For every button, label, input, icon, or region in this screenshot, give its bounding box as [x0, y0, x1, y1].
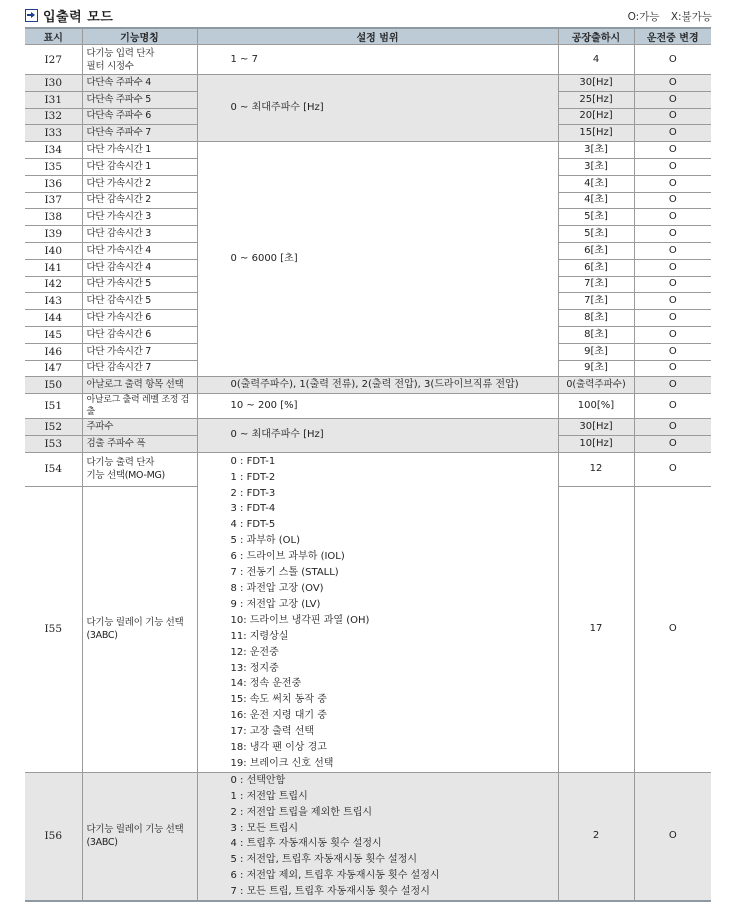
param-name: 다단 가속시간 3: [82, 209, 197, 226]
option-item: 5 : 저전압, 트립후 자동재시동 횟수 설정시: [230, 854, 418, 866]
option-item: 4 : FDT-5: [230, 519, 276, 531]
param-name-line1: 다기능 릴레이 기능 선택: [86, 617, 184, 629]
param-range-options: [197, 452, 558, 772]
option-item: 2 : FDT-3: [230, 487, 276, 499]
param-code: I30: [25, 75, 82, 92]
param-change: O: [634, 259, 711, 276]
param-range: 10 ~ 200 [%]: [197, 394, 558, 419]
param-change: O: [634, 419, 711, 436]
option-item: 15: 속도 써치 동작 중: [230, 694, 327, 706]
param-name: 검출 주파수 폭: [82, 435, 197, 452]
param-name: 다단 가속시간 5: [82, 276, 197, 293]
param-change: O: [634, 108, 711, 125]
param-code: I44: [25, 310, 82, 327]
table-header-row: [25, 28, 711, 45]
param-range: 0 ~ 최대주파수 [Hz]: [197, 419, 558, 453]
param-name: 다단 감속시간 4: [82, 259, 197, 276]
param-change: O: [634, 377, 711, 394]
table-row: [25, 377, 711, 394]
table-row: [25, 45, 711, 75]
param-name-line2: (3ABC): [86, 630, 118, 642]
option-item: 19: 브레이크 신호 선택: [230, 757, 334, 769]
param-code: I54: [25, 452, 82, 486]
table-row: [25, 394, 711, 419]
param-code: I42: [25, 276, 82, 293]
param-name: 다단속 주파수 5: [82, 91, 197, 108]
param-change: O: [634, 276, 711, 293]
param-change: O: [634, 394, 711, 419]
param-name: [82, 772, 197, 901]
param-change: O: [634, 310, 711, 327]
param-default: 8[초]: [558, 310, 634, 327]
param-name: 다단 가속시간 1: [82, 142, 197, 159]
param-change: O: [634, 192, 711, 209]
param-change: O: [634, 452, 711, 486]
param-change: O: [634, 75, 711, 92]
param-name-line2: 필터 시정수: [86, 60, 134, 72]
param-change: O: [634, 242, 711, 259]
header-function-name: 기능명칭: [82, 28, 197, 45]
param-name-line2: 기능 선택(MO-MG): [86, 470, 165, 482]
param-name: 주파수: [82, 419, 197, 436]
param-name-line1: 다기능 릴레이 기능 선택: [86, 824, 184, 836]
param-default: 5[초]: [558, 226, 634, 243]
param-code: I34: [25, 142, 82, 159]
option-item: 14: 정속 운전중: [230, 678, 302, 690]
param-name: [82, 452, 197, 486]
param-name: 다단속 주파수 4: [82, 75, 197, 92]
param-code: I38: [25, 209, 82, 226]
option-item: 4 : 트립후 자동재시동 횟수 설정시: [230, 838, 382, 850]
param-code: I46: [25, 343, 82, 360]
param-name: 다단속 주파수 7: [82, 125, 197, 142]
option-item: 3 : 모든 트립시: [230, 822, 299, 834]
section-title-text: 입출력 모드: [43, 9, 114, 25]
param-change: O: [634, 226, 711, 243]
param-default: 17: [558, 486, 634, 772]
param-change: O: [634, 91, 711, 108]
param-name: 아날로그 출력 레벨 조정 검출: [82, 394, 197, 419]
param-code: I50: [25, 377, 82, 394]
param-name: 아날로그 출력 항목 선택: [82, 377, 197, 394]
option-item: 6 : 드라이브 과부하 (IOL): [230, 551, 345, 563]
header-setting-range: 설정 범위: [197, 28, 558, 45]
option-item: 0 : FDT-1: [230, 455, 276, 467]
param-code: I43: [25, 293, 82, 310]
header-display: 표시: [25, 28, 82, 45]
param-default: 20[Hz]: [558, 108, 634, 125]
option-item: 1 : 저전압 트립시: [230, 790, 308, 802]
param-default: 8[초]: [558, 326, 634, 343]
param-name: [82, 486, 197, 772]
param-default: 10[Hz]: [558, 435, 634, 452]
param-default: 6[초]: [558, 259, 634, 276]
option-item: 2 : 저전압 트립을 제외한 트립시: [230, 806, 373, 818]
param-code: I36: [25, 175, 82, 192]
option-item: 9 : 저전압 고장 (LV): [230, 598, 321, 610]
param-default: 4[초]: [558, 192, 634, 209]
param-range: 1 ~ 7: [197, 45, 558, 75]
param-change: O: [634, 209, 711, 226]
option-item: 3 : FDT-4: [230, 503, 276, 515]
table-row: [25, 772, 711, 901]
legend-impossible: X:불가능: [670, 11, 712, 23]
param-default: 30[Hz]: [558, 419, 634, 436]
param-name: 다단 감속시간 2: [82, 192, 197, 209]
arrow-into-box-icon: [25, 9, 38, 22]
param-code: I51: [25, 394, 82, 419]
param-change: O: [634, 158, 711, 175]
param-default: 100[%]: [558, 394, 634, 419]
param-change: O: [634, 175, 711, 192]
param-code: I47: [25, 360, 82, 377]
param-code: I31: [25, 91, 82, 108]
option-item: 8 : 과전압 고장 (OV): [230, 582, 324, 594]
param-change: O: [634, 293, 711, 310]
param-change: O: [634, 772, 711, 901]
param-code: I27: [25, 45, 82, 75]
param-code: I39: [25, 226, 82, 243]
param-name: 다단 감속시간 1: [82, 158, 197, 175]
option-item: 17: 고장 출력 선택: [230, 726, 315, 738]
param-default: 3[초]: [558, 158, 634, 175]
param-range: 0 ~ 6000 [초]: [197, 142, 558, 377]
section-title: [25, 6, 113, 24]
option-item: 12: 운전중: [230, 646, 279, 658]
param-change: O: [634, 45, 711, 75]
param-name: 다단 감속시간 7: [82, 360, 197, 377]
param-change: O: [634, 125, 711, 142]
io-mode-parameter-table: [25, 27, 711, 902]
table-row: [25, 142, 711, 159]
option-item: 1 : FDT-2: [230, 471, 276, 483]
param-name-line2: (3ABC): [86, 837, 118, 849]
param-change: O: [634, 343, 711, 360]
param-default: 5[초]: [558, 209, 634, 226]
param-code: I32: [25, 108, 82, 125]
option-item: 7 : 전동기 스톨 (STALL): [230, 567, 339, 579]
param-code: I35: [25, 158, 82, 175]
option-item: 7 : 모든 트립, 트립후 자동재시동 횟수 설정시: [230, 886, 430, 898]
param-name: 다단 가속시간 7: [82, 343, 197, 360]
param-default: 25[Hz]: [558, 91, 634, 108]
header-change-during-run: 운전중 변경: [634, 28, 711, 45]
table-row: [25, 75, 711, 92]
param-name-line1: 다기능 입력 단자: [86, 47, 155, 59]
param-name: 다단 감속시간 5: [82, 293, 197, 310]
param-name-line1: 다기능 출력 단자: [86, 457, 155, 469]
param-range: 0 ~ 최대주파수 [Hz]: [197, 75, 558, 142]
param-name: 다단 가속시간 4: [82, 242, 197, 259]
param-default: 15[Hz]: [558, 125, 634, 142]
param-default: 12: [558, 452, 634, 486]
option-item: 11: 지령상실: [230, 630, 289, 642]
param-code: I33: [25, 125, 82, 142]
legend: [628, 9, 712, 24]
param-default: 2: [558, 772, 634, 901]
option-item: 10: 드라이브 냉각핀 과열 (OH): [230, 614, 370, 626]
param-code: I56: [25, 772, 82, 901]
table-row: [25, 419, 711, 436]
table-row: [25, 452, 711, 486]
param-change: O: [634, 326, 711, 343]
param-default: 4[초]: [558, 175, 634, 192]
param-code: I40: [25, 242, 82, 259]
param-default: 3[초]: [558, 142, 634, 159]
param-range: 0(출력주파수), 1(출력 전류), 2(출력 전압), 3(드라이브직류 전압): [197, 377, 558, 394]
param-default: 0(출력주파수): [558, 377, 634, 394]
param-name: 다단 가속시간 6: [82, 310, 197, 327]
param-change: O: [634, 142, 711, 159]
param-default: 9[초]: [558, 343, 634, 360]
param-default: 9[초]: [558, 360, 634, 377]
option-item: 5 : 과부하 (OL): [230, 535, 300, 547]
legend-possible: O:가능: [627, 11, 660, 23]
header-factory-default: 공장출하시: [558, 28, 634, 45]
option-item: 0 : 선택안함: [230, 774, 286, 786]
param-code: I53: [25, 435, 82, 452]
param-code: I52: [25, 419, 82, 436]
param-default: 4: [558, 45, 634, 75]
param-range-options: [197, 772, 558, 901]
param-code: I45: [25, 326, 82, 343]
param-code: I55: [25, 486, 82, 772]
option-item: 6 : 저전압 제외, 트립후 자동재시동 횟수 설정시: [230, 870, 440, 882]
param-default: 30[Hz]: [558, 75, 634, 92]
param-default: 7[초]: [558, 293, 634, 310]
param-name: 다단 감속시간 6: [82, 326, 197, 343]
param-default: 7[초]: [558, 276, 634, 293]
param-name: 다단 가속시간 2: [82, 175, 197, 192]
option-item: 18: 냉각 팬 이상 경고: [230, 742, 327, 754]
param-change: O: [634, 360, 711, 377]
param-code: I37: [25, 192, 82, 209]
param-name: 다단속 주파수 6: [82, 108, 197, 125]
option-item: 13: 정지중: [230, 662, 279, 674]
option-item: 16: 운전 지령 대기 중: [230, 710, 327, 722]
param-change: O: [634, 486, 711, 772]
param-change: O: [634, 435, 711, 452]
param-name: [82, 45, 197, 75]
param-name: 다단 감속시간 3: [82, 226, 197, 243]
param-default: 6[초]: [558, 242, 634, 259]
param-code: I41: [25, 259, 82, 276]
